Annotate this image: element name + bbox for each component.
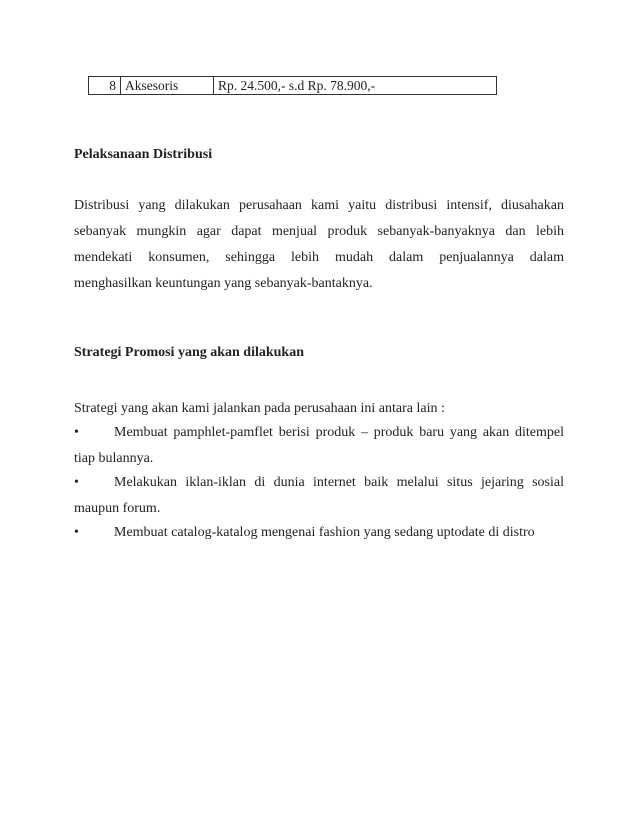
paragraph-line: Distribusi yang dilakukan perusahaan kami yaitu distribusi intensif, diusahakan [74,198,564,213]
paragraph-line: mendekati konsumen, sehingga lebih mudah dalam penjualannya dalam [74,250,564,265]
promotion-heading: Strategi Promosi yang akan dilakukan [74,345,305,360]
list-item-continuation: tiap bulannya. [74,451,154,466]
price-table-container [88,76,497,95]
price-range-cell: Rp. 24.500,- s.d Rp. 78.900,- [214,77,497,95]
list-item [74,520,564,546]
paragraph-line: sebanyak mungkin agar dapat menjual produk sebanyak-banyaknya dan lebih [74,224,564,239]
distribution-paragraph [74,193,564,297]
bullet-icon: • [74,525,79,540]
distribution-heading: Pelaksanaan Distribusi [74,147,213,162]
row-number-cell: 8 [89,77,121,95]
bullet-icon: • [74,475,79,490]
price-table [88,76,497,95]
bullet-icon: • [74,425,79,440]
paragraph-line: menghasilkan keuntungan yang sebanyak-bantaknya. [74,276,373,291]
promotion-intro [74,396,564,422]
intro-line: Strategi yang akan kami jalankan pada perusahaan ini antara lain : [74,401,445,416]
list-item-text: Membuat catalog-katalog mengenai fashion yang sedang uptodate di distro [114,525,535,540]
item-name-cell: Aksesoris [121,77,214,95]
list-item [74,420,564,472]
list-item-text: Melakukan iklan-iklan di dunia internet baik melalui situs jejaring sosial [114,475,564,490]
list-item [74,470,564,522]
list-item-continuation: maupun forum. [74,501,161,516]
table-row [89,77,497,95]
list-item-text: Membuat pamphlet-pamflet berisi produk – produk baru yang akan ditempel [114,425,564,440]
